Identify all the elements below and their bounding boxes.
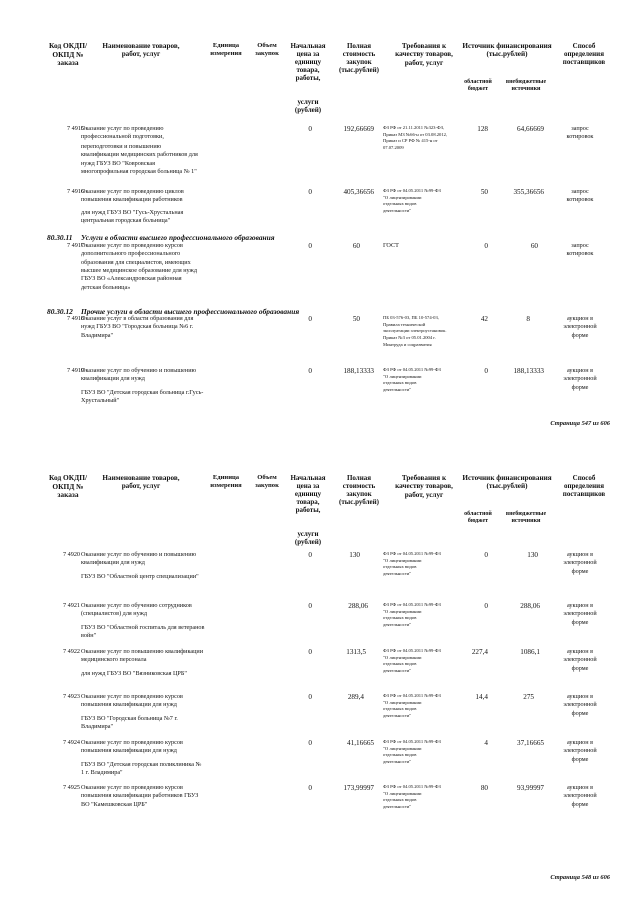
row-method: запрос котировок xyxy=(566,242,594,258)
row-extra: 93,99997 xyxy=(517,784,544,792)
row-name: Оказание услуг в области образования для нужд ГБУЗ ВО "Городская больница №6 г. Владимира" xyxy=(81,315,194,339)
row-extra: 64,66669 xyxy=(517,125,544,133)
col-header-method: Способ определения поставщиков xyxy=(562,474,606,499)
row-requirements: ФЗ РФ от 21.11.2011 №323-ФЗ, Приказ МЗ №66-н от 03.08.2012, Приказ и СР РФ № 415-н от 07.07.2009 xyxy=(383,125,448,150)
row-name: Оказание услуг по проведению курсов дополнительного профессионального образования для специалистов, имеющих высшее медицинское образование для нужд ГБУЗ ВО «Александровская районная детская больница» xyxy=(81,242,197,291)
row-name-cont: переподготовки и повышению квалификации медицинских работников для нужд ГБУЗ ВО "Ковровская многопрофильная городская больница № 1" xyxy=(81,143,198,176)
row-method: аукцион в электронной форме xyxy=(563,739,597,763)
page-number: Страница 547 из 606 xyxy=(550,420,610,427)
row-regional: 227,4 xyxy=(471,648,488,656)
row-extra: 37,16665 xyxy=(517,739,544,747)
col-header-source-extra: внебюджетные источники xyxy=(505,511,547,524)
row-regional: 0 xyxy=(484,602,488,610)
row-name: Оказание услуг по обучению и повышению квалификации для нужд xyxy=(81,367,197,383)
row-method: аукцион в электронной форме xyxy=(563,784,597,808)
row-name-cont: ГБУЗ ВО "Областной центр специализации" xyxy=(81,573,199,580)
row-name: Оказание услуг по проведению курсов повышения квалификации работников ГБУЗ ВО "Камешковская ЦРБ" xyxy=(81,784,199,808)
row-name-cont: для нужд ГБУЗ ВО "Гусь-Хрустальная центральная городская больница" xyxy=(81,209,184,225)
row-method: аукцион в электронной форме xyxy=(563,602,597,626)
row-cost: 405,36656 xyxy=(343,188,374,196)
row-requirements: ФЗ РФ от 04.05.2011 №99-ФЗ "О лицензировании отдельных видов деятельности" xyxy=(383,367,441,392)
row-requirements: ФЗ РФ от 04.05.2011 №99-ФЗ "О лицензировании отдельных видов деятельности" xyxy=(383,551,441,576)
row-extra: 130 xyxy=(527,551,538,559)
row-extra: 188,13333 xyxy=(513,367,544,375)
row-price: 0 xyxy=(308,602,312,610)
row-regional: 128 xyxy=(477,125,488,133)
row-extra: 288,06 xyxy=(520,602,540,610)
row-cost: 41,16665 xyxy=(347,739,374,747)
col-header-requirements: Требования к качеству товаров, работ, услуг xyxy=(395,474,453,499)
row-code: 7 4917 xyxy=(66,242,84,249)
row-method: аукцион в электронной форме xyxy=(563,551,597,575)
row-cost: 192,66669 xyxy=(343,125,374,133)
col-header-full-cost: Полная стоимость закупок (тыс.рублей) xyxy=(338,42,380,75)
row-name: Оказание услуг по проведению курсов повышения квалификации для нужд xyxy=(81,739,183,755)
row-name: Оказание услуг по проведению циклов повышения квалификации работников xyxy=(81,188,184,204)
page-547 xyxy=(0,0,640,450)
row-price: 0 xyxy=(308,315,312,323)
row-name: Оказание услуг по обучению и повышению квалификации для нужд xyxy=(81,551,197,567)
page-number: Страница 548 из 606 xyxy=(550,874,610,881)
row-code: 7 4918 xyxy=(66,315,84,322)
col-header-start-price: Начальная цена за единицу товара, работы, xyxy=(290,42,326,83)
row-regional: 0 xyxy=(484,551,488,559)
col-header-start-price-2: услуги (рублей) xyxy=(294,98,322,115)
col-header-code: Код ОКДП/ ОКПД № заказа xyxy=(48,41,88,68)
col-header-source-regional: областной бюджет xyxy=(464,79,492,92)
row-extra: 1086,1 xyxy=(520,648,540,656)
row-code: 7 4924 xyxy=(62,739,80,746)
row-requirements: ФЗ РФ от 04.05.2011 №99-ФЗ "О лицензировании отдельных видов деятельности" xyxy=(383,648,441,673)
row-method: аукцион в электронной форме xyxy=(563,315,597,339)
row-price: 0 xyxy=(308,648,312,656)
row-regional: 42 xyxy=(480,315,488,323)
section-code: 80.30.12 xyxy=(47,307,73,316)
row-extra: 355,36656 xyxy=(513,188,544,196)
col-header-requirements: Требования к качеству товаров, работ, услуг xyxy=(395,42,453,67)
row-regional: 50 xyxy=(480,188,488,196)
col-header-name: Наименование товаров, работ, услуг xyxy=(102,474,180,491)
row-cost: 1313,5 xyxy=(346,648,366,656)
row-name-cont: для нужд ГБУЗ ВО "Вязниковская ЦРБ" xyxy=(81,670,187,677)
col-header-unit: Единица измерения xyxy=(210,474,242,489)
row-name: Оказание услуг по проведению профессиональной подготовки, xyxy=(81,125,164,141)
row-price: 0 xyxy=(308,188,312,196)
row-regional: 14,4 xyxy=(475,693,488,701)
col-header-source: Источник финансирования (тыс.рублей) xyxy=(462,474,552,491)
row-cost: 188,13333 xyxy=(343,367,374,375)
row-method: аукцион в электронной форме xyxy=(563,367,597,391)
row-name-cont: ГБУЗ ВО "Городская больница №7 г. Владимира" xyxy=(81,715,178,731)
row-cost: 60 xyxy=(352,242,360,250)
row-extra: 8 xyxy=(526,315,530,323)
col-header-unit: Единица измерения xyxy=(210,42,242,57)
row-requirements: ФЗ РФ от 04.05.2011 №99-ФЗ "О лицензировании отдельных видов деятельности" xyxy=(383,739,441,764)
row-requirements: ГОСТ xyxy=(383,242,399,249)
row-method: аукцион в электронной форме xyxy=(563,693,597,717)
row-requirements: ФЗ РФ от 04.05.2011 №99-ФЗ "О лицензировании отдельных видов деятельности" xyxy=(383,693,441,718)
row-price: 0 xyxy=(308,784,312,792)
row-name-cont: ГБУЗ ВО "Детская городская поликлиника № 1 г. Владимира" xyxy=(81,761,202,777)
row-price: 0 xyxy=(308,367,312,375)
row-regional: 0 xyxy=(484,242,488,250)
col-header-name: Наименование товаров, работ, услуг xyxy=(102,42,180,59)
row-code: 7 4923 xyxy=(62,693,80,700)
row-cost: 289,4 xyxy=(347,693,364,701)
col-header-start-price-2: услуги (рублей) xyxy=(294,530,322,547)
row-regional: 4 xyxy=(484,739,488,747)
col-header-volume: Объем закупок xyxy=(255,42,279,57)
row-name: Оказание услуг по обучению сотрудников (специалистов) для нужд xyxy=(81,602,192,618)
col-header-source-regional: областной бюджет xyxy=(464,511,492,524)
row-name: Оказание услуг по проведению курсов повышения квалификации для нужд xyxy=(81,693,183,709)
section-title: Прочие услуги в области высшего профессионального образования xyxy=(81,307,300,316)
row-cost: 173,99997 xyxy=(343,784,374,792)
row-extra: 60 xyxy=(530,242,538,250)
row-name-cont: ГБУЗ ВО "Детская городская больница г.Гусь-Хрустальный" xyxy=(81,389,204,405)
row-code: 7 4925 xyxy=(62,784,80,791)
row-code: 7 4919 xyxy=(66,367,84,374)
row-code: 7 4916 xyxy=(66,188,84,195)
col-header-source: Источник финансирования (тыс.рублей) xyxy=(462,42,552,59)
row-requirements: ПБ 03-576-03, ПБ 10-574-03, Правила технической эксплуатации электроустановок. Приказ №3 от 05.01.2004 г. Минтруда и соцразвития xyxy=(383,315,447,347)
row-regional: 0 xyxy=(484,367,488,375)
col-header-full-cost: Полная стоимость закупок (тыс.рублей) xyxy=(338,474,380,507)
row-code: 7 4915 xyxy=(66,125,84,132)
col-header-source-extra: внебюджетные источники xyxy=(505,79,547,92)
col-header-start-price: Начальная цена за единицу товара, работы, xyxy=(290,474,326,515)
section-title: Услуги в области высшего профессионального образования xyxy=(81,233,275,242)
row-cost: 288,06 xyxy=(348,602,368,610)
row-code: 7 4921 xyxy=(62,602,80,609)
row-price: 0 xyxy=(308,551,312,559)
row-price: 0 xyxy=(308,693,312,701)
row-name-cont: ГБУЗ ВО "Областной госпиталь для ветеранов войн" xyxy=(81,624,205,640)
row-method: аукцион в электронной форме xyxy=(563,648,597,672)
col-header-code: Код ОКДП/ ОКПД № заказа xyxy=(48,473,88,500)
row-cost: 130 xyxy=(349,551,360,559)
section-code: 80.30.11 xyxy=(47,233,73,242)
row-price: 0 xyxy=(308,125,312,133)
row-cost: 50 xyxy=(352,315,360,323)
row-price: 0 xyxy=(308,739,312,747)
row-regional: 80 xyxy=(480,784,488,792)
row-name: Оказание услуг по повышению квалификации медицинского персонала xyxy=(81,648,204,664)
row-method: запрос котировок xyxy=(566,188,594,204)
row-price: 0 xyxy=(308,242,312,250)
col-header-method: Способ определения поставщиков xyxy=(562,42,606,67)
col-header-volume: Объем закупок xyxy=(255,474,279,489)
row-method: запрос котировок xyxy=(566,125,594,141)
row-requirements: ФЗ РФ от 04.05.2011 №99-ФЗ "О лицензировании отдельных видов деятельности" xyxy=(383,602,441,627)
row-code: 7 4920 xyxy=(62,551,80,558)
row-requirements: ФЗ РФ от 04.05.2011 №99-ФЗ "О лицензировании отдельных видов деятельности" xyxy=(383,784,441,809)
row-code: 7 4922 xyxy=(62,648,80,655)
row-requirements: ФЗ РФ от 04.05.2011 №99-ФЗ "О лицензировании отдельных видов деятельности" xyxy=(383,188,441,213)
page-548 xyxy=(0,450,640,905)
row-extra: 275 xyxy=(523,693,534,701)
